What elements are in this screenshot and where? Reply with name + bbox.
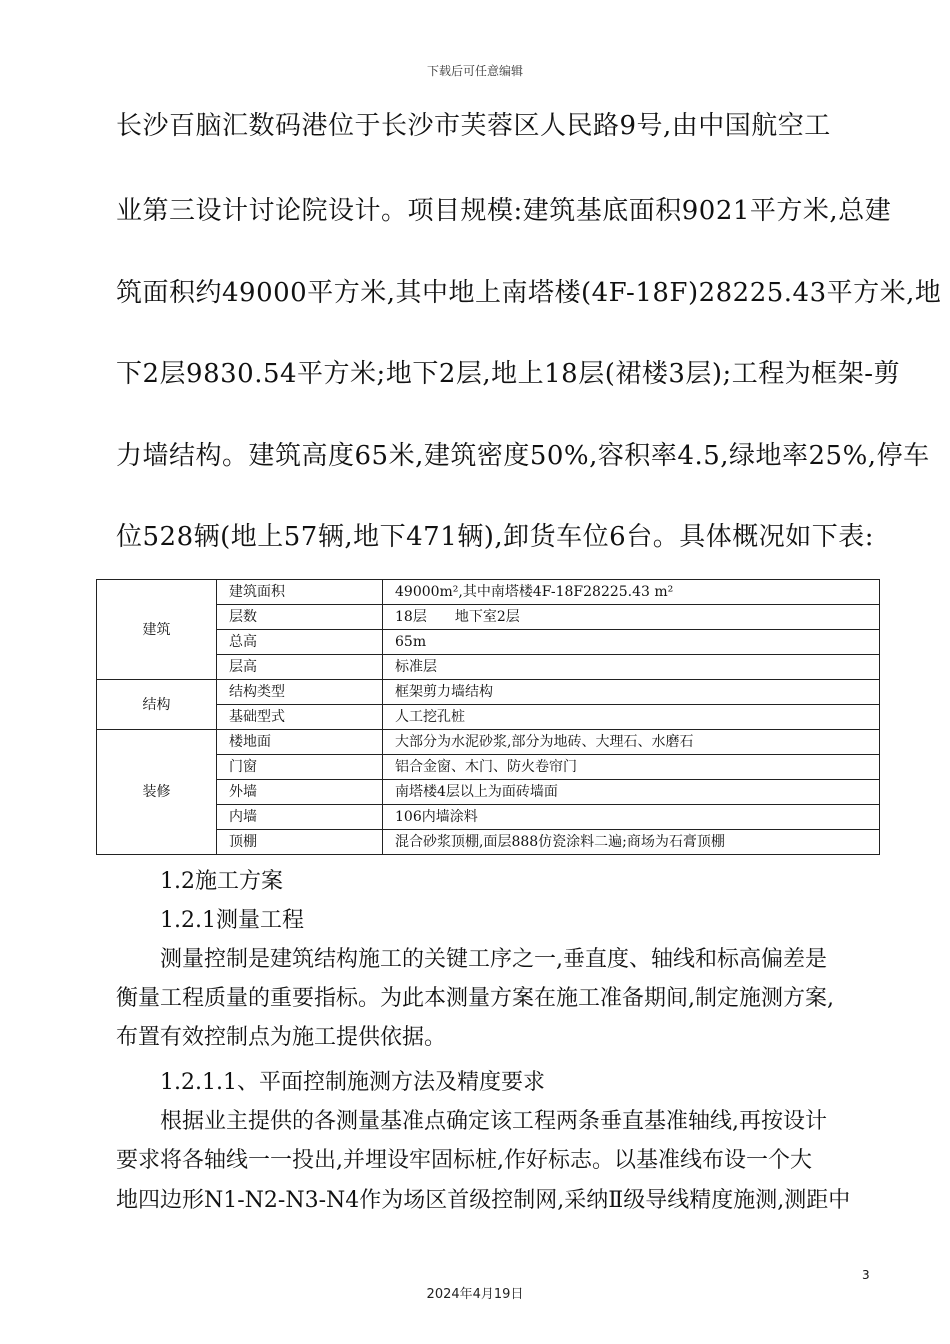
footer-date: 2024年4月19日 xyxy=(426,1287,524,1302)
intro-line: 长沙百脑汇数码港位于长沙市芙蓉区人民路9号,由中国航空工 xyxy=(116,111,831,141)
section-heading: 1.2施工方案 xyxy=(160,869,283,894)
value-cell: 南塔楼4层以上为面砖墙面 xyxy=(383,780,880,805)
page-number: 3 xyxy=(862,1268,870,1282)
value-cell: 混合砂浆顶棚,面层888仿瓷涂料二遍;商场为石膏顶棚 xyxy=(383,830,880,855)
value-cell: 106内墙涂料 xyxy=(383,805,880,830)
table-row xyxy=(97,730,880,755)
paragraph-line: 地四边形N1-N2-N3-N4作为场区首级控制网,采纳Ⅱ级导线精度施测,测距中 xyxy=(116,1188,851,1213)
item-cell: 门窗 xyxy=(217,755,383,780)
item-cell: 顶棚 xyxy=(217,830,383,855)
intro-line: 业第三设计讨论院设计。项目规模:建筑基底面积9021平方米,总建 xyxy=(116,196,892,226)
value-cell: 标准层 xyxy=(383,655,880,680)
item-cell: 总高 xyxy=(217,630,383,655)
project-overview-table xyxy=(96,579,880,855)
value-cell: 框架剪力墙结构 xyxy=(383,680,880,705)
intro-line: 下2层9830.54平方米;地下2层,地上18层(裙楼3层);工程为框架-剪 xyxy=(116,359,901,389)
value-cell: 铝合金窗、木门、防火卷帘门 xyxy=(383,755,880,780)
table-row xyxy=(97,680,880,705)
item-cell: 外墙 xyxy=(217,780,383,805)
intro-line: 位528辆(地上57辆,地下471辆),卸货车位6台。具体概况如下表: xyxy=(116,522,874,552)
paragraph-line: 衡量工程质量的重要指标。为此本测量方案在施工准备期间,制定施测方案, xyxy=(116,986,834,1011)
subsection-heading: 1.2.1.1、平面控制施测方法及精度要求 xyxy=(160,1070,545,1095)
intro-line: 筑面积约49000平方米,其中地上南塔楼(4F-18F)28225.43平方米,地 xyxy=(116,278,942,308)
category-cell: 结构 xyxy=(97,680,217,730)
page-header: 下载后可任意编辑 xyxy=(426,64,523,78)
value-cell: 大部分为水泥砂浆,部分为地砖、大理石、水磨石 xyxy=(383,730,880,755)
category-cell: 装修 xyxy=(97,730,217,855)
item-cell: 层高 xyxy=(217,655,383,680)
category-cell: 建筑 xyxy=(97,580,217,680)
subsection-heading: 1.2.1测量工程 xyxy=(160,908,304,933)
value-cell: 65m xyxy=(383,630,880,655)
value-cell: 18层 地下室2层 xyxy=(383,605,880,630)
item-cell: 结构类型 xyxy=(217,680,383,705)
intro-line: 力墙结构。建筑高度65米,建筑密度50%,容积率4.5,绿地率25%,停车 xyxy=(116,441,930,471)
item-cell: 基础型式 xyxy=(217,705,383,730)
table-row xyxy=(97,580,880,605)
item-cell: 楼地面 xyxy=(217,730,383,755)
paragraph-line: 根据业主提供的各测量基准点确定该工程两条垂直基准轴线,再按设计 xyxy=(160,1109,827,1134)
paragraph-line: 要求将各轴线一一投出,并埋设牢固标桩,作好标志。以基准线布设一个大 xyxy=(116,1148,812,1173)
value-cell: 49000m²,其中南塔楼4F-18F28225.43 m² xyxy=(383,580,880,605)
paragraph-line: 布置有效控制点为施工提供依据。 xyxy=(116,1025,447,1050)
item-cell: 层数 xyxy=(217,605,383,630)
item-cell: 建筑面积 xyxy=(217,580,383,605)
paragraph-line: 测量控制是建筑结构施工的关键工序之一,垂直度、轴线和标高偏差是 xyxy=(160,947,827,972)
value-cell: 人工挖孔桩 xyxy=(383,705,880,730)
item-cell: 内墙 xyxy=(217,805,383,830)
